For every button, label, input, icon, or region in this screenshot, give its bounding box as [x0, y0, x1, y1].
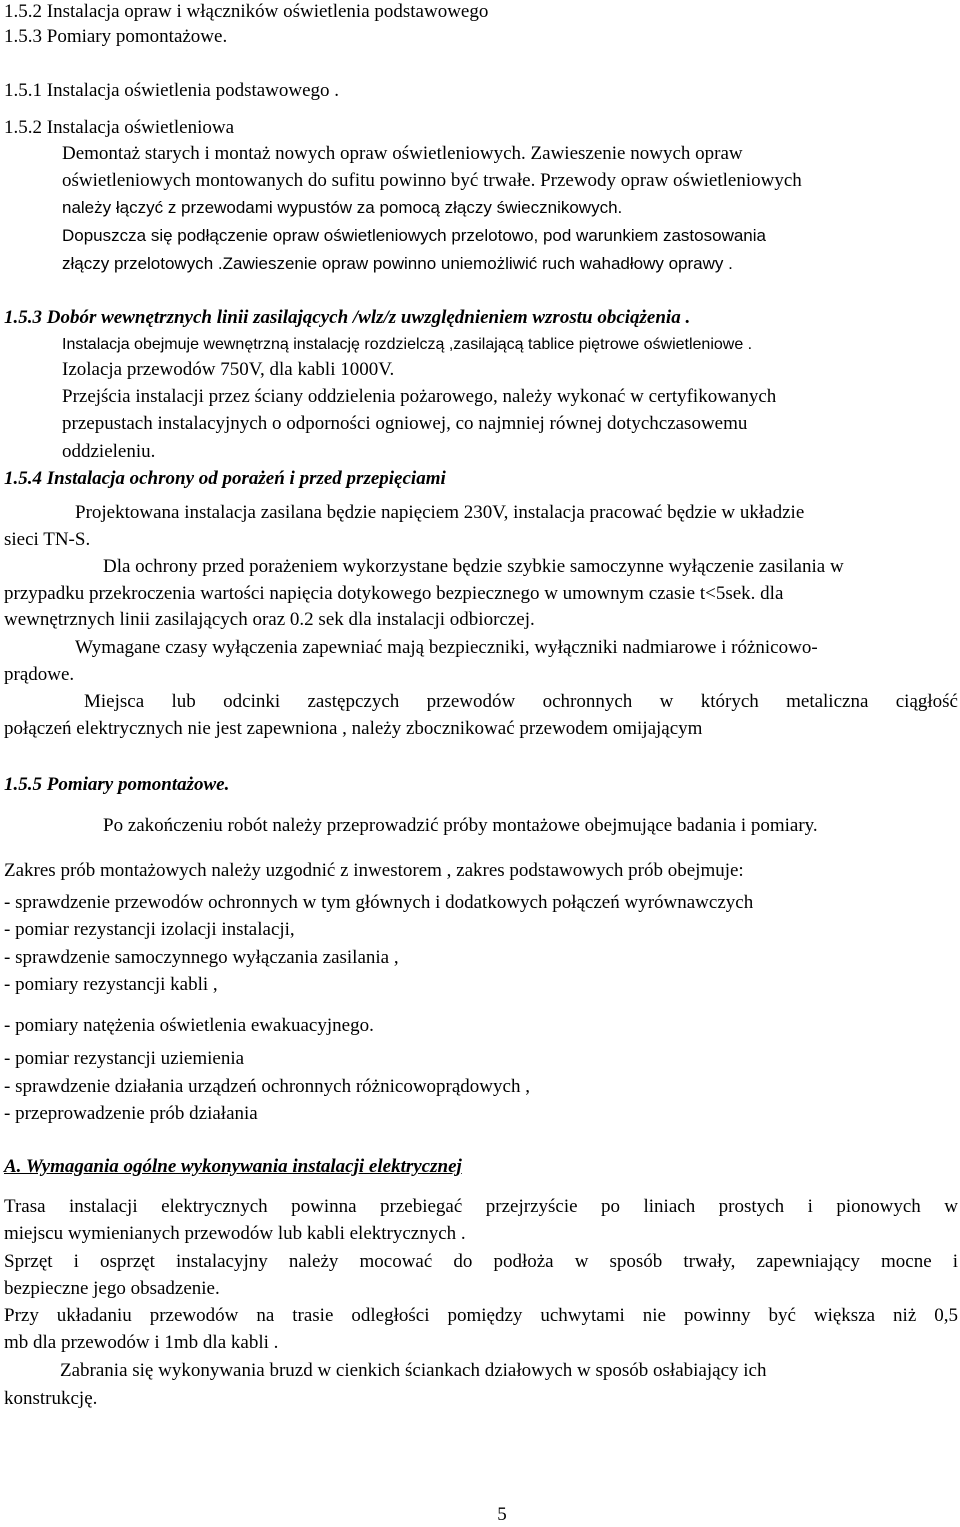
- list-item: - sprawdzenie samoczynnego wyłączania zasilania ,: [4, 947, 399, 968]
- list-item: - pomiary rezystancji kabli ,: [4, 974, 218, 995]
- toc-line-153: 1.5.3 Pomiary pomontażowe.: [4, 26, 228, 47]
- paragraph-line: bezpieczne jego obsadzenie.: [4, 1278, 220, 1299]
- paragraph-line: mb dla przewodów i 1mb dla kabli .: [4, 1332, 279, 1353]
- paragraph-line: Dla ochrony przed porażeniem wykorzystane będzie szybkie samoczynne wyłączenie zasilania w: [103, 556, 844, 577]
- list-item: - przeprowadzenie prób działania: [4, 1103, 258, 1124]
- paragraph-line: złączy przelotowych .Zawieszenie opraw powinno uniemożliwić ruch wahadłowy oprawy .: [62, 254, 733, 273]
- list-item: - pomiar rezystancji izolacji instalacji,: [4, 919, 295, 940]
- paragraph-line: Przy układaniu przewodów na trasie odległości pomiędzy uchwytami nie powinny być większa niż 0,5: [4, 1305, 958, 1326]
- paragraph-line: oświetleniowych montowanych do sufitu powinno być trwałe. Przewody opraw oświetleniowych: [62, 170, 802, 191]
- paragraph-line: Instalacja obejmuje wewnętrzną instalację rozdzielczą ,zasilającą tablice piętrowe oświetleniowe .: [62, 336, 753, 353]
- section-154-heading: 1.5.4 Instalacja ochrony od porażeń i przed przepięciami: [4, 468, 446, 489]
- paragraph-line: Dopuszcza się podłączenie opraw oświetleniowych przelotowo, pod warunkiem zastosowania: [62, 226, 766, 245]
- paragraph-line: wewnętrznych linii zasilających oraz 0.2 sek dla instalacji odbiorczej.: [4, 609, 535, 630]
- paragraph-line: Wymagane czasy wyłączenia zapewniać mają bezpieczniki, wyłączniki nadmiarowe i różnicowo-: [75, 637, 818, 658]
- paragraph-line: miejscu wymienianych przewodów lub kabli elektrycznych .: [4, 1223, 466, 1244]
- list-item: - sprawdzenie przewodów ochronnych w tym głównych i dodatkowych połączeń wyrównawczych: [4, 892, 754, 913]
- section-a-heading: A. Wymagania ogólne wykonywania instalacji elektrycznej: [4, 1156, 462, 1177]
- paragraph-line: połączeń elektrycznych nie jest zapewniona , należy zbocznikować przewodem omijającym: [4, 718, 703, 739]
- paragraph-line: konstrukcję.: [4, 1388, 98, 1409]
- paragraph-line: oddzieleniu.: [62, 441, 156, 462]
- paragraph-line: Zabrania się wykonywania bruzd w cienkich ściankach działowych w sposób osłabiający ich: [60, 1360, 767, 1381]
- section-151-title: 1.5.1 Instalacja oświetlenia podstawowego .: [4, 80, 340, 101]
- page-number: 5: [497, 1504, 507, 1525]
- paragraph-line: Przejścia instalacji przez ściany oddzielenia pożarowego, należy wykonać w certyfikowanych: [62, 386, 777, 407]
- paragraph-line: Projektowana instalacja zasilana będzie napięciem 230V, instalacja pracować będzie w układzie: [75, 502, 805, 523]
- list-item: - sprawdzenie działania urządzeń ochronnych różnicowoprądowych ,: [4, 1076, 530, 1097]
- section-155-heading: 1.5.5 Pomiary pomontażowe.: [4, 774, 230, 795]
- list-item: - pomiary natężenia oświetlenia ewakuacyjnego.: [4, 1015, 374, 1036]
- paragraph-line: Trasa instalacji elektrycznych powinna przebiegać przejrzyście po liniach prostych i pionowych w: [4, 1196, 958, 1217]
- paragraph-line: Izolacja przewodów 750V, dla kabli 1000V.: [62, 359, 395, 380]
- section-152-title: 1.5.2 Instalacja oświetleniowa: [4, 117, 235, 138]
- paragraph-line: należy łączyć z przewodami wypustów za pomocą złączy świecznikowych.: [62, 198, 623, 217]
- paragraph-line: prądowe.: [4, 664, 75, 685]
- paragraph-line: przepustach instalacyjnych o odporności ogniowej, co najmniej równej dotychczasowemu: [62, 413, 748, 434]
- paragraph-line: Miejsca lub odcinki zastępczych przewodów ochronnych w których metaliczna ciągłość: [84, 691, 958, 712]
- paragraph-line: Zakres prób montażowych należy uzgodnić z inwestorem , zakres podstawowych prób obejmuje:: [4, 860, 744, 881]
- toc-line-152: 1.5.2 Instalacja opraw i włączników oświetlenia podstawowego: [4, 1, 489, 22]
- paragraph-line: sieci TN-S.: [4, 529, 91, 550]
- section-153-heading: 1.5.3 Dobór wewnętrznych linii zasilających /wlz/z uwzględnieniem wzrostu obciążenia .: [4, 307, 691, 328]
- paragraph-line: Po zakończeniu robót należy przeprowadzić próby montażowe obejmujące badania i pomiary.: [103, 815, 818, 836]
- paragraph-line: Sprzęt i osprzęt instalacyjny należy mocować do podłoża w sposób trwały, zapewniający mocne i: [4, 1251, 958, 1272]
- paragraph-line: Demontaż starych i montaż nowych opraw oświetleniowych. Zawieszenie nowych opraw: [62, 143, 743, 164]
- paragraph-line: przypadku przekroczenia wartości napięcia dotykowego bezpiecznego w umownym czasie t<5sek. dla: [4, 583, 784, 604]
- list-item: - pomiar rezystancji uziemienia: [4, 1048, 245, 1069]
